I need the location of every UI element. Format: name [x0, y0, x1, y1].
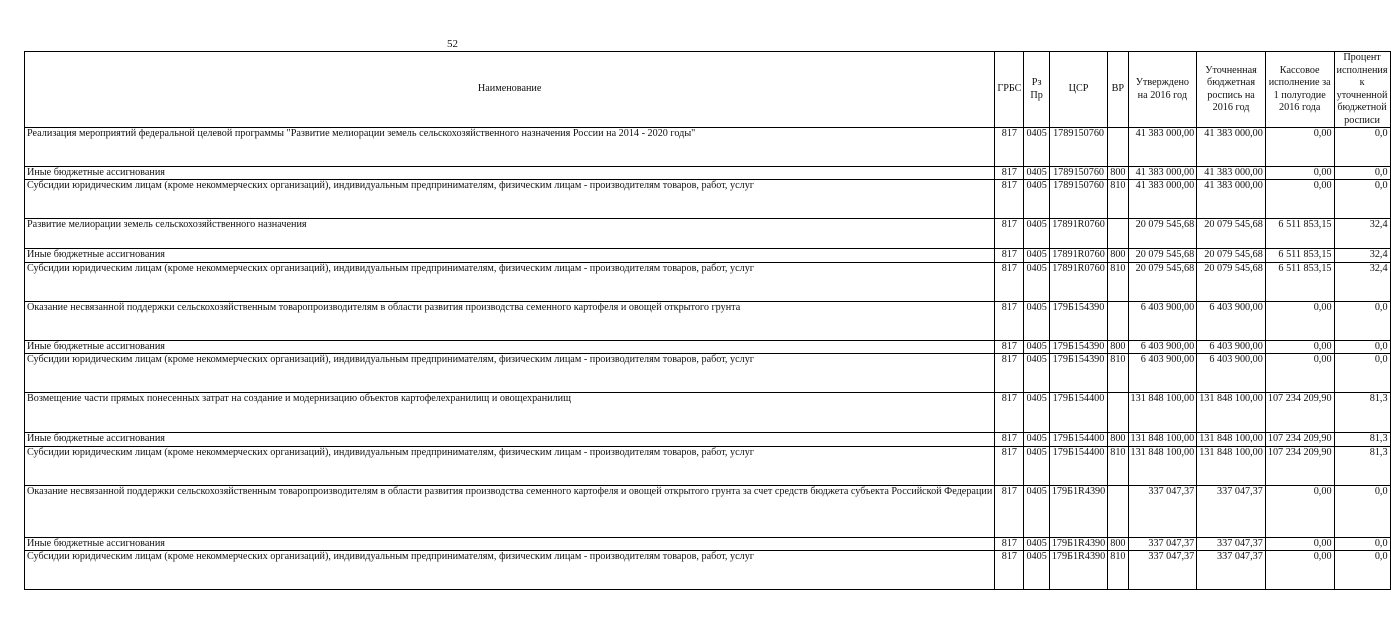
- page-number: 52: [447, 38, 458, 50]
- row-refined: 20 079 545,68: [1197, 249, 1266, 262]
- table-row: [25, 301, 1391, 340]
- row-csr: 17891R0760: [1049, 262, 1107, 301]
- row-rzpr: 0405: [1024, 340, 1049, 353]
- header-percent: Процент исполнения к уточненной бюджетной росписи: [1334, 52, 1390, 128]
- row-name: Субсидии юридическим лицам (кроме некоммерческих организаций), индивидуальным предпринимателям, физическим лицам - производителям товаров, работ, услуг: [25, 551, 995, 590]
- header-approved: Утверждено на 2016 год: [1128, 52, 1197, 128]
- header-refined: Уточненная бюджетная роспись на 2016 год: [1197, 52, 1266, 128]
- row-percent: 32,4: [1334, 262, 1390, 301]
- row-csr: 17891R0760: [1049, 219, 1107, 249]
- row-refined: 41 383 000,00: [1197, 128, 1266, 167]
- row-grbs: 817: [995, 446, 1024, 485]
- row-csr: 179Б1R4390: [1049, 537, 1107, 550]
- row-rzpr: 0405: [1024, 551, 1049, 590]
- row-cash: 0,00: [1265, 167, 1334, 180]
- table-row: [25, 551, 1391, 590]
- row-name: Субсидии юридическим лицам (кроме некоммерческих организаций), индивидуальным предпринимателям, физическим лицам - производителям товаров, работ, услуг: [25, 180, 995, 219]
- row-refined: 337 047,37: [1197, 485, 1266, 537]
- row-cash: 0,00: [1265, 354, 1334, 393]
- row-approved: 6 403 900,00: [1128, 354, 1197, 393]
- row-refined: 6 403 900,00: [1197, 301, 1266, 340]
- row-cash: 0,00: [1265, 537, 1334, 550]
- table-row: [25, 249, 1391, 262]
- table-row: [25, 340, 1391, 353]
- row-grbs: 817: [995, 249, 1024, 262]
- row-cash: 6 511 853,15: [1265, 262, 1334, 301]
- row-cash: 0,00: [1265, 301, 1334, 340]
- row-vr: [1108, 485, 1128, 537]
- row-grbs: 817: [995, 551, 1024, 590]
- row-cash: 0,00: [1265, 551, 1334, 590]
- row-vr: 810: [1108, 180, 1128, 219]
- row-vr: [1108, 301, 1128, 340]
- row-name: Оказание несвязанной поддержки сельскохозяйственным товаропроизводителям в области развития производства семенного картофеля и овощей открытого грунта: [25, 301, 995, 340]
- row-percent: 0,0: [1334, 167, 1390, 180]
- row-percent: 0,0: [1334, 354, 1390, 393]
- row-cash: 0,00: [1265, 485, 1334, 537]
- row-rzpr: 0405: [1024, 249, 1049, 262]
- header-cash: Кассовое исполнение за 1 полугодие 2016 года: [1265, 52, 1334, 128]
- row-vr: 810: [1108, 551, 1128, 590]
- header-csr: ЦСР: [1049, 52, 1107, 128]
- table-header-row: [25, 52, 1391, 128]
- table-row: [25, 393, 1391, 433]
- row-grbs: 817: [995, 262, 1024, 301]
- row-rzpr: 0405: [1024, 219, 1049, 249]
- row-name: Иные бюджетные ассигнования: [25, 537, 995, 550]
- row-cash: 107 234 209,90: [1265, 433, 1334, 446]
- row-approved: 131 848 100,00: [1128, 446, 1197, 485]
- row-vr: 800: [1108, 340, 1128, 353]
- row-approved: 131 848 100,00: [1128, 393, 1197, 433]
- row-percent: 0,0: [1334, 180, 1390, 219]
- row-vr: 800: [1108, 433, 1128, 446]
- row-vr: 810: [1108, 446, 1128, 485]
- row-name: Субсидии юридическим лицам (кроме некоммерческих организаций), индивидуальным предпринимателям, физическим лицам - производителям товаров, работ, услуг: [25, 262, 995, 301]
- row-percent: 81,3: [1334, 433, 1390, 446]
- header-vr: ВР: [1108, 52, 1128, 128]
- row-cash: 6 511 853,15: [1265, 219, 1334, 249]
- row-refined: 20 079 545,68: [1197, 219, 1266, 249]
- row-cash: 0,00: [1265, 128, 1334, 167]
- table-row: [25, 433, 1391, 446]
- row-approved: 41 383 000,00: [1128, 180, 1197, 219]
- row-csr: 179Б154400: [1049, 393, 1107, 433]
- header-name: Наименование: [25, 52, 995, 128]
- row-percent: 0,0: [1334, 340, 1390, 353]
- row-grbs: 817: [995, 354, 1024, 393]
- row-percent: 0,0: [1334, 551, 1390, 590]
- row-grbs: 817: [995, 537, 1024, 550]
- row-name: Иные бюджетные ассигнования: [25, 433, 995, 446]
- row-vr: 800: [1108, 167, 1128, 180]
- row-csr: 179Б154390: [1049, 354, 1107, 393]
- row-refined: 6 403 900,00: [1197, 340, 1266, 353]
- row-approved: 337 047,37: [1128, 551, 1197, 590]
- row-cash: 6 511 853,15: [1265, 249, 1334, 262]
- row-csr: 179Б1R4390: [1049, 485, 1107, 537]
- row-grbs: 817: [995, 128, 1024, 167]
- row-vr: [1108, 128, 1128, 167]
- row-refined: 6 403 900,00: [1197, 354, 1266, 393]
- table-row: [25, 128, 1391, 167]
- row-name: Возмещение части прямых понесенных затрат на создание и модернизацию объектов картофелехранилищ и овощехранилищ: [25, 393, 995, 433]
- row-grbs: 817: [995, 219, 1024, 249]
- row-approved: 41 383 000,00: [1128, 128, 1197, 167]
- row-percent: 0,0: [1334, 537, 1390, 550]
- row-approved: 20 079 545,68: [1128, 219, 1197, 249]
- row-csr: 179Б1R4390: [1049, 551, 1107, 590]
- row-csr: 1789150760: [1049, 180, 1107, 219]
- row-vr: 800: [1108, 249, 1128, 262]
- row-name: Иные бюджетные ассигнования: [25, 340, 995, 353]
- row-approved: 20 079 545,68: [1128, 262, 1197, 301]
- row-vr: 810: [1108, 354, 1128, 393]
- row-rzpr: 0405: [1024, 485, 1049, 537]
- row-rzpr: 0405: [1024, 393, 1049, 433]
- row-percent: 0,0: [1334, 485, 1390, 537]
- row-csr: 1789150760: [1049, 167, 1107, 180]
- row-refined: 337 047,37: [1197, 551, 1266, 590]
- header-rzpr: Рз Пр: [1024, 52, 1049, 128]
- table-row: [25, 485, 1391, 537]
- row-name: Иные бюджетные ассигнования: [25, 167, 995, 180]
- table-row: [25, 167, 1391, 180]
- row-grbs: 817: [995, 433, 1024, 446]
- row-vr: 800: [1108, 537, 1128, 550]
- table-row: [25, 219, 1391, 249]
- row-cash: 107 234 209,90: [1265, 446, 1334, 485]
- row-refined: 131 848 100,00: [1197, 433, 1266, 446]
- row-rzpr: 0405: [1024, 301, 1049, 340]
- row-approved: 6 403 900,00: [1128, 301, 1197, 340]
- budget-execution-table: [24, 51, 1391, 590]
- row-csr: 179Б154400: [1049, 433, 1107, 446]
- row-csr: 179Б154400: [1049, 446, 1107, 485]
- row-grbs: 817: [995, 167, 1024, 180]
- row-rzpr: 0405: [1024, 167, 1049, 180]
- row-percent: 0,0: [1334, 301, 1390, 340]
- row-csr: 1789150760: [1049, 128, 1107, 167]
- table-row: [25, 354, 1391, 393]
- row-grbs: 817: [995, 393, 1024, 433]
- row-name: Оказание несвязанной поддержки сельскохозяйственным товаропроизводителям в области развития производства семенного картофеля и овощей открытого грунта за счет средств бюджета субъекта Российской Федерации: [25, 485, 995, 537]
- row-approved: 6 403 900,00: [1128, 340, 1197, 353]
- row-refined: 41 383 000,00: [1197, 167, 1266, 180]
- row-rzpr: 0405: [1024, 180, 1049, 219]
- table-row: [25, 262, 1391, 301]
- row-percent: 81,3: [1334, 393, 1390, 433]
- row-refined: 131 848 100,00: [1197, 393, 1266, 433]
- row-grbs: 817: [995, 485, 1024, 537]
- row-approved: 131 848 100,00: [1128, 433, 1197, 446]
- row-refined: 131 848 100,00: [1197, 446, 1266, 485]
- row-approved: 20 079 545,68: [1128, 249, 1197, 262]
- row-rzpr: 0405: [1024, 128, 1049, 167]
- row-name: Реализация мероприятий федеральной целевой программы "Развитие мелиорации земель сельскохозяйственного назначения России на 2014 - 2020 годы": [25, 128, 995, 167]
- row-percent: 0,0: [1334, 128, 1390, 167]
- row-name: Развитие мелиорации земель сельскохозяйственного назначения: [25, 219, 995, 249]
- row-name: Субсидии юридическим лицам (кроме некоммерческих организаций), индивидуальным предпринимателям, физическим лицам - производителям товаров, работ, услуг: [25, 446, 995, 485]
- row-refined: 41 383 000,00: [1197, 180, 1266, 219]
- header-grbs: ГРБС: [995, 52, 1024, 128]
- row-rzpr: 0405: [1024, 433, 1049, 446]
- row-vr: [1108, 393, 1128, 433]
- row-cash: 107 234 209,90: [1265, 393, 1334, 433]
- table-row: [25, 446, 1391, 485]
- row-name: Субсидии юридическим лицам (кроме некоммерческих организаций), индивидуальным предпринимателям, физическим лицам - производителям товаров, работ, услуг: [25, 354, 995, 393]
- table-row: [25, 180, 1391, 219]
- row-rzpr: 0405: [1024, 262, 1049, 301]
- row-csr: 179Б154390: [1049, 340, 1107, 353]
- row-vr: [1108, 219, 1128, 249]
- row-approved: 41 383 000,00: [1128, 167, 1197, 180]
- row-csr: 179Б154390: [1049, 301, 1107, 340]
- row-cash: 0,00: [1265, 340, 1334, 353]
- row-grbs: 817: [995, 340, 1024, 353]
- row-rzpr: 0405: [1024, 446, 1049, 485]
- row-refined: 337 047,37: [1197, 537, 1266, 550]
- row-percent: 32,4: [1334, 249, 1390, 262]
- row-cash: 0,00: [1265, 180, 1334, 219]
- row-name: Иные бюджетные ассигнования: [25, 249, 995, 262]
- row-refined: 20 079 545,68: [1197, 262, 1266, 301]
- row-csr: 17891R0760: [1049, 249, 1107, 262]
- table-row: [25, 537, 1391, 550]
- row-percent: 32,4: [1334, 219, 1390, 249]
- row-approved: 337 047,37: [1128, 485, 1197, 537]
- row-vr: 810: [1108, 262, 1128, 301]
- row-approved: 337 047,37: [1128, 537, 1197, 550]
- row-grbs: 817: [995, 301, 1024, 340]
- row-rzpr: 0405: [1024, 537, 1049, 550]
- row-grbs: 817: [995, 180, 1024, 219]
- row-percent: 81,3: [1334, 446, 1390, 485]
- row-rzpr: 0405: [1024, 354, 1049, 393]
